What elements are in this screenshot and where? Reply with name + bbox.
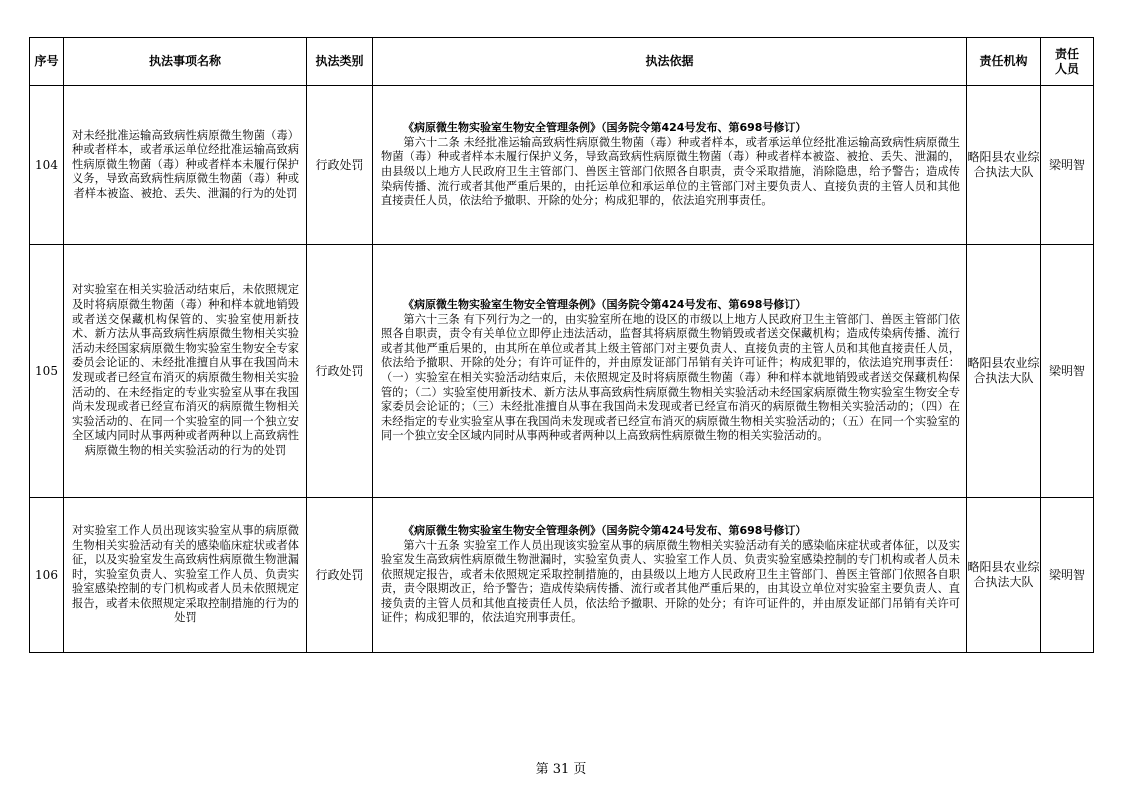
row-category: 行政处罚	[307, 86, 373, 245]
row-basis	[373, 86, 967, 245]
row-seq: 105	[30, 245, 64, 498]
row-org: 略阳县农业综合执法大队	[967, 86, 1041, 245]
row-category: 行政处罚	[307, 245, 373, 498]
header-person-text: 责任人员	[1054, 46, 1079, 76]
row-seq: 104	[30, 86, 64, 245]
row-org: 略阳县农业综合执法大队	[967, 498, 1041, 653]
table-row	[30, 498, 1094, 653]
row-item-name-text: 对实验室工作人员出现该实验室从事的病原微生物相关实验活动有关的感染临床症状或者体征，以及实验室发生高致病性病原微生物泄漏时，实验室负责人、实验室工作人员、负责实验室感染控制的专门机构或者人员未依照规定报告，或者未依照规定采取控制措施的行为的处罚	[72, 523, 299, 625]
row-person: 梁明智	[1041, 245, 1094, 498]
row-law-title: 《病原微生物实验室生物安全管理条例》（国务院令第424号发布、第698号修订）	[403, 298, 807, 312]
header-seq: 序号	[30, 38, 64, 86]
table-row	[30, 86, 1094, 245]
row-person: 梁明智	[1041, 86, 1094, 245]
row-item-name-text: 对未经批准运输高致病性病原微生物菌（毒）种或者样本，或者承运单位经批准运输高致病性病原微生物菌（毒）种或者样本未履行保护义务，导致高致病性病原微生物菌（毒）种或者样本被盗、被抢、丢失、泄漏的行为的处罚	[72, 128, 299, 200]
row-person: 梁明智	[1041, 498, 1094, 653]
row-item-name-text: 对实验室在相关实验活动结束后，未依照规定及时将病原微生物菌（毒）种和样本就地销毁或者送交保藏机构保管的、实验室使用新技术、新方法从事高致病性病原微生物相关实验活动未经国家病原微生物实验室生物安全专家委员会论证的、未经批准擅自从事在我国尚未发现或者已经宣布消灭的病原微生物相关实验活动的、在未经指定的专业实验室从事在我国尚未发现或者已经宣布消灭的病原微生物相关实验活动的、在同一个实验室的同一个独立安全区域内同时从事两种或者两种以上高致病性病原微生物的相关实验活动的行为的处罚	[72, 283, 299, 457]
row-law-title: 《病原微生物实验室生物安全管理条例》（国务院令第424号发布、第698号修订）	[403, 523, 807, 537]
row-basis	[373, 245, 967, 498]
row-basis	[373, 498, 967, 653]
row-item-name	[64, 86, 307, 245]
row-article: 第六十三条 有下列行为之一的，由实验室所在地的设区的市级以上地方人民政府卫生主管部门、兽医主管部门依照各自职责，责令有关单位立即停止违法活动，监督其将病原微生物销毁或者送交保藏机构；造成传染病传播、流行或者其他严重后果的，由其所在单位或者其上级主管部门对主要负责人、直接负责的主管人员和其他直接责任人员，依法给予撤职、开除的处分；有许可证件的，并由原发证部门吊销有关许可证件；构成犯罪的，依法追究刑事责任：（一）实验室在相关实验活动结束后，未依照规定及时将病原微生物菌（毒）种和样本就地销毁或者送交保藏机构保管的；（二）实验室使用新技术、新方法从事高致病性病原微生物相关实验活动未经国家病原微生物实验室生物安全专家委员会论证的；（三）未经批准擅自从事在我国尚未发现或者已经宣布消灭的病原微生物相关实验活动的；（四）在未经指定的专业实验室从事在我国尚未发现或者已经宣布消灭的病原微生物相关实验活动的；（五）在同一个实验室的同一个独立安全区域内同时从事两种或者两种以上高致病性病原微生物的相关实验活动的。	[381, 312, 960, 443]
header-category: 执法类别	[307, 38, 373, 86]
header-basis: 执法依据	[373, 38, 967, 86]
row-item-name	[64, 245, 307, 498]
row-article: 第六十五条 实验室工作人员出现该实验室从事的病原微生物相关实验活动有关的感染临床症状或者体征，以及实验室发生高致病性病原微生物泄漏时，实验室负责人、实验室工作人员、负责实验室感染控制的专门机构或者人员未依照规定报告，或者未依照规定采取控制措施的，由县级以上地方人民政府卫生主管部门、兽医主管部门依照各自职责，责令限期改正，给予警告；造成传染病传播、流行或者其他严重后果的，由其设立单位对实验室主要负责人、直接负责的主管人员和其他直接责任人员，依法给予撤职、开除的处分；有许可证件的，并由原发证部门吊销有关许可证件；构成犯罪的，依法追究刑事责任。	[381, 538, 960, 625]
row-org: 略阳县农业综合执法大队	[967, 245, 1041, 498]
row-item-name	[64, 498, 307, 653]
row-seq: 106	[30, 498, 64, 653]
row-article: 第六十二条 未经批准运输高致病性病原微生物菌（毒）种或者样本，或者承运单位经批准运输高致病性病原微生物菌（毒）种或者样本未履行保护义务，导致高致病性病原微生物菌（毒）种或者样本被盗、被抢、丢失、泄漏的，由县级以上地方人民政府卫生主管部门、兽医主管部门依照各自职责，责令采取措施，消除隐患，给予警告；造成传染病传播、流行或者其他严重后果的，由托运单位和承运单位的主管部门对主要负责人、直接负责的主管人员和其他直接责任人员，依法给予撤职、开除的处分；构成犯罪的，依法追究刑事责任。	[381, 135, 960, 208]
table-header-row	[30, 38, 1094, 86]
header-person	[1041, 38, 1094, 86]
page-number: 第 31 页	[535, 762, 587, 777]
header-org: 责任机构	[967, 38, 1041, 86]
row-law-title: 《病原微生物实验室生物安全管理条例》（国务院令第424号发布、第698号修订）	[403, 121, 807, 135]
row-category: 行政处罚	[307, 498, 373, 653]
enforcement-items-table	[29, 37, 1094, 653]
header-item-name: 执法事项名称	[64, 38, 307, 86]
table-row	[30, 245, 1094, 498]
